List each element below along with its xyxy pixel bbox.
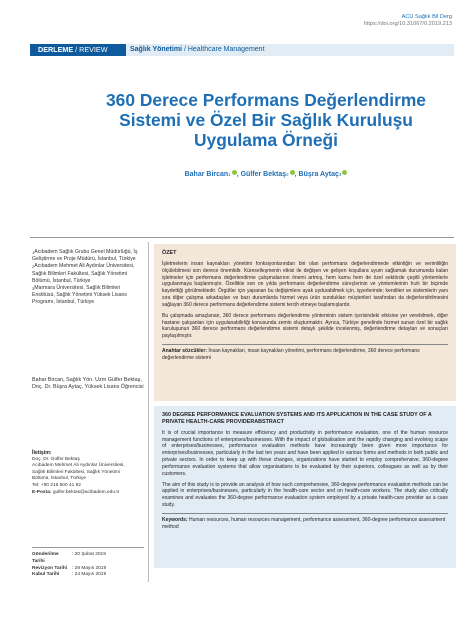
article-title: 360 Derece Performans Değerlendirme Sistemi ve Özel Bir Sağlık Kuruluşu Uygulama Örneği xyxy=(106,90,426,150)
contact-title: İletişim: xyxy=(32,450,52,456)
author: Büşra Aytaç$^3$ xyxy=(299,171,348,178)
abstract-paragraph: İşletmelerin insan kaynakları yönetimi fonksiyonlarından biri olan performans değerlendirmede etkinliğin ve verimliliğin ölçülebilmesi son derece önemlidir. Küreselleşmenin etkisi ile değişen ve gelişen koşullara uyum sağlamak durumunda kalan işletmeler için performans değerlendirme çalışmalarının önemi artmış, hem kamu hem de özel sektörde çeşitli yöntemlerle uygulanmaya başlanmıştır. Özellikle son on yılda performans değerlendirme süreçlerinin ve yöntemlerinin hızlı bir biçimde kaydettiği görülmektedir. Örgütler için yapanan bu değişimlere ayak uydurabilmek için, işyerlerinde; kendileri ve sistemlerin yanı sıra diğer çalışma arkadaşları ve bazı durumlarda hizmet veya ürün sundukları müşterileri tarafından da değerlendirilmesini sağlayan 360 derece performans değerlendirme sistemi tercih etmeye başlamışlardır. xyxy=(162,260,448,308)
abstract-tr xyxy=(154,244,456,401)
author: Bahar Bircan$^1$ , xyxy=(184,171,241,178)
abstract-en-title: 360 DEGREE PERFORMANCE EVALUATION SYSTEMS AND ITS APPLICATION IN THE CASE STUDY OF A PRIVATE HEALTH-CARE PROVIDERABSTRACT xyxy=(162,412,432,425)
affiliations xyxy=(32,249,144,307)
date-row: Revizyon Tarihi : 28 Mayıs 2019 xyxy=(32,565,107,571)
contact-line: Tel: +90 216 500 41 92 xyxy=(32,482,81,488)
article-type-en: REVIEW xyxy=(79,45,108,54)
date-row: Gönderilme Tarihi : 20 Şubat 2019 xyxy=(32,552,106,564)
divider xyxy=(32,547,144,548)
affiliation-item: $^2$Acıbadem Mehmet Ali Aydınlar Üniversitesi, Sağlık Bilimleri Fakültesi, Sağlık Yönetimi Bölümü, İstanbul, Türkiye xyxy=(32,263,135,284)
keywords-en: Keywords: Human resources, human resources management, performance assessment, 360-degree performance assessment method xyxy=(162,513,448,531)
journal-header xyxy=(364,14,452,28)
journal-title: ACU Sağlık Bil Derg xyxy=(401,14,452,20)
contact-line: Sağlık Bilimleri Fakültesi, Sağlık Yönetimi xyxy=(32,469,120,475)
email-link[interactable]: gulfer.bektas@acibadem.edu.tr xyxy=(52,489,120,495)
orcid-icon[interactable] xyxy=(342,170,347,175)
keywords-tr: Anahtar sözcükler: İnsan kaynakları, insan kaynakları yönetimi, performans değerlendirme, 360 derece performans değerlendirme sistemi xyxy=(162,344,448,362)
article-field xyxy=(126,44,454,56)
category-bar xyxy=(30,44,454,56)
article-type-tr: DERLEME xyxy=(38,45,74,54)
column-divider xyxy=(148,242,149,582)
abstract-en xyxy=(154,406,456,568)
author-titles: Bahar Bircan, Sağlık Yön. Uzm Gülfer Bektaş, Doç. Dr. Büşra Aytaç, Yüksek Lisans Öğrencisi xyxy=(32,377,144,391)
article-field-sep: / xyxy=(183,46,186,53)
affiliation-item: $^1$Acıbadem Sağlık Grubu Genel Müdürlüğü, İş Geliştirme ve Proje Müdürü, İstanbul, Türkiye xyxy=(32,249,138,263)
dates-block xyxy=(32,547,144,579)
doi-link[interactable]: https://doi.org/10.31067/0.2019.213 xyxy=(363,21,452,27)
abstract-paragraph: Bu çalışmada amaçlanan, 360 derece performans değerlendirme yönteminin sistem içerisindeki etkisine yer verebilmek, diğer hastane çalışanları için uygulanabilirliği konusunda zemin oluşturmaktır. Ayrıca, Türkiye genelinde hizmet sunan özel bir sağlık kuruluşunun 360 derece performans değerlendirme sistemi detaylı şekilde incelenmiş, değerlendirme detayları ve sonuçları paylaşılmıştır. xyxy=(162,312,448,340)
divider xyxy=(30,237,454,238)
article-type xyxy=(30,44,126,56)
contact-line: Bölümü, İstanbul, Türkiye xyxy=(32,476,87,482)
article-field-en: Healthcare Management xyxy=(187,46,265,53)
article-field-tr: Sağlık Yönetimi xyxy=(130,46,182,53)
abstract-tr-title: ÖZET xyxy=(162,250,177,256)
contact-email: E-Posta: gulfer.bektas@acibadem.edu.tr xyxy=(32,489,120,495)
article-type-sep: / xyxy=(75,45,78,54)
contact-line: Doç. Dr. Gülfer Bektaş xyxy=(32,456,80,462)
author-list xyxy=(96,170,436,179)
author: Gülfer Bektaş$^2$ , xyxy=(240,171,299,178)
contact-block xyxy=(32,450,144,496)
affiliation-item: $^3$Marmara Üniversitesi, Sağlık Bilimleri Enstitüsü, Sağlık Yönetimi Yüksek Lisans Programı, İstanbul, Türkiye xyxy=(32,285,127,306)
abstract-paragraph: It is of crucial importance to measure efficiency and productivity in performance evaluation, one of the human resource management functions of enterprises/businesses. With the impact of globalisation and the rapidly changing and evolving scape of enterprises/businesses, performance evaluation methods have increasingly been given more importance for enterprises/businesses, particularly in the last ten years and have been applied in various forms and methods in both public and private sectors. In order to keep up with these changes, organizations have started to employ comprehensive, 360-degree performance evaluation systems that allow organisations to be evaluated by their superiors, colleagues as well as by their customers. xyxy=(162,429,448,477)
date-row: Kabul Tarihi : 24 Mayıs 2019 xyxy=(32,572,107,578)
contact-line: Acıbadem Mehmet Ali Aydınlar Üniversitesi, xyxy=(32,463,125,469)
abstract-paragraph: The aim of this study is to provide an analysis of how such comprehensive, 360-degree performance evaluation methods can be applied in enterprises/businesses, particularly in the health-care sector and on health-care workers. The study also critically examines and evaluates the 360-degree performance evaluation system employed by a private health-care provider as a case study. xyxy=(162,481,448,509)
